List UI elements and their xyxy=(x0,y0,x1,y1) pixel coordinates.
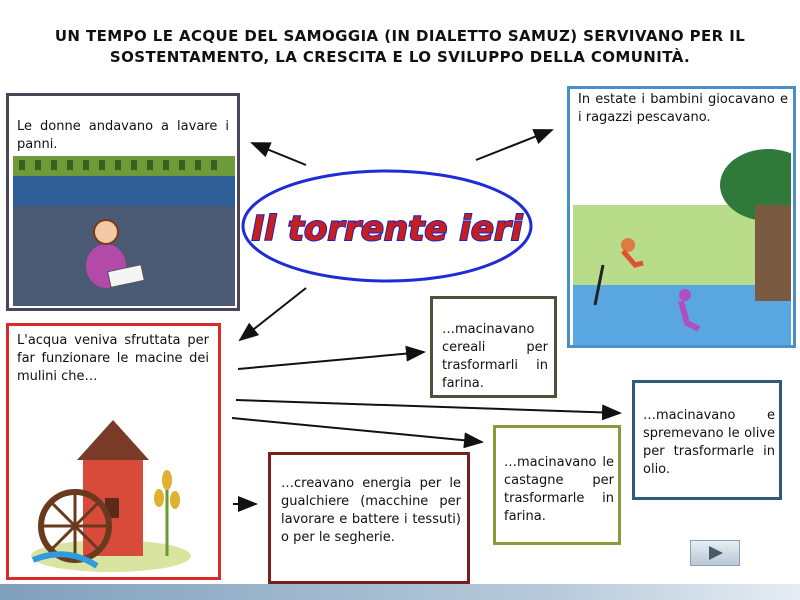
bottom-bar xyxy=(0,584,800,600)
watermill-drawing xyxy=(27,406,195,576)
arrow-to-cereali xyxy=(238,352,424,369)
box-cereals-text: …macinavano cereali per trasformarli in farina. xyxy=(442,322,548,391)
box-children-playing xyxy=(567,86,796,348)
title-line-1: UN TEMPO LE ACQUE DEL SAMOGGIA (IN DIALETTO SAMUZ) SERVIVANO PER IL xyxy=(54,27,746,45)
arrow-to-bambini xyxy=(476,130,552,160)
box-cereals xyxy=(430,296,557,398)
women-washing-drawing xyxy=(13,156,235,306)
next-slide-button[interactable] xyxy=(690,540,740,566)
children-fishing-drawing xyxy=(573,145,791,345)
arrow-to-donne xyxy=(252,143,306,165)
box-olives-text: …macinavano e spremevano le olive per trasformarle in olio. xyxy=(643,408,775,477)
arrow-to-olive xyxy=(236,400,620,413)
central-title-text: Il torrente ieri xyxy=(251,209,523,249)
play-right-icon xyxy=(691,541,739,565)
central-title-ellipse xyxy=(240,168,535,284)
box-olives xyxy=(632,380,782,500)
box-water-mills xyxy=(6,323,221,580)
box-chestnuts xyxy=(493,425,621,545)
box-women-washing xyxy=(6,93,240,311)
box-women-text: Le donne andavano a lavare i panni. xyxy=(17,119,229,152)
arrow-to-castagne xyxy=(232,418,482,442)
box-fulling-mills xyxy=(268,452,470,584)
title-line-2: SOSTENTAMENTO, LA CRESCITA E LO SVILUPPO DELLA COMUNITÀ. xyxy=(109,48,691,66)
box-fulling-text: …creavano energia per le gualchiere (macchine per lavorare e battere i tessuti) o per le segherie. xyxy=(281,476,461,545)
box-chestnuts-text: …macinavano le castagne per trasformarle in farina. xyxy=(504,455,614,524)
arrow-to-acqua xyxy=(240,288,306,340)
box-water-text: L'acqua veniva sfruttata per far funzionare le macine dei mulini che… xyxy=(17,333,209,384)
box-children-text: In estate i bambini giocavano e i ragazzi pescavano. xyxy=(578,92,788,125)
